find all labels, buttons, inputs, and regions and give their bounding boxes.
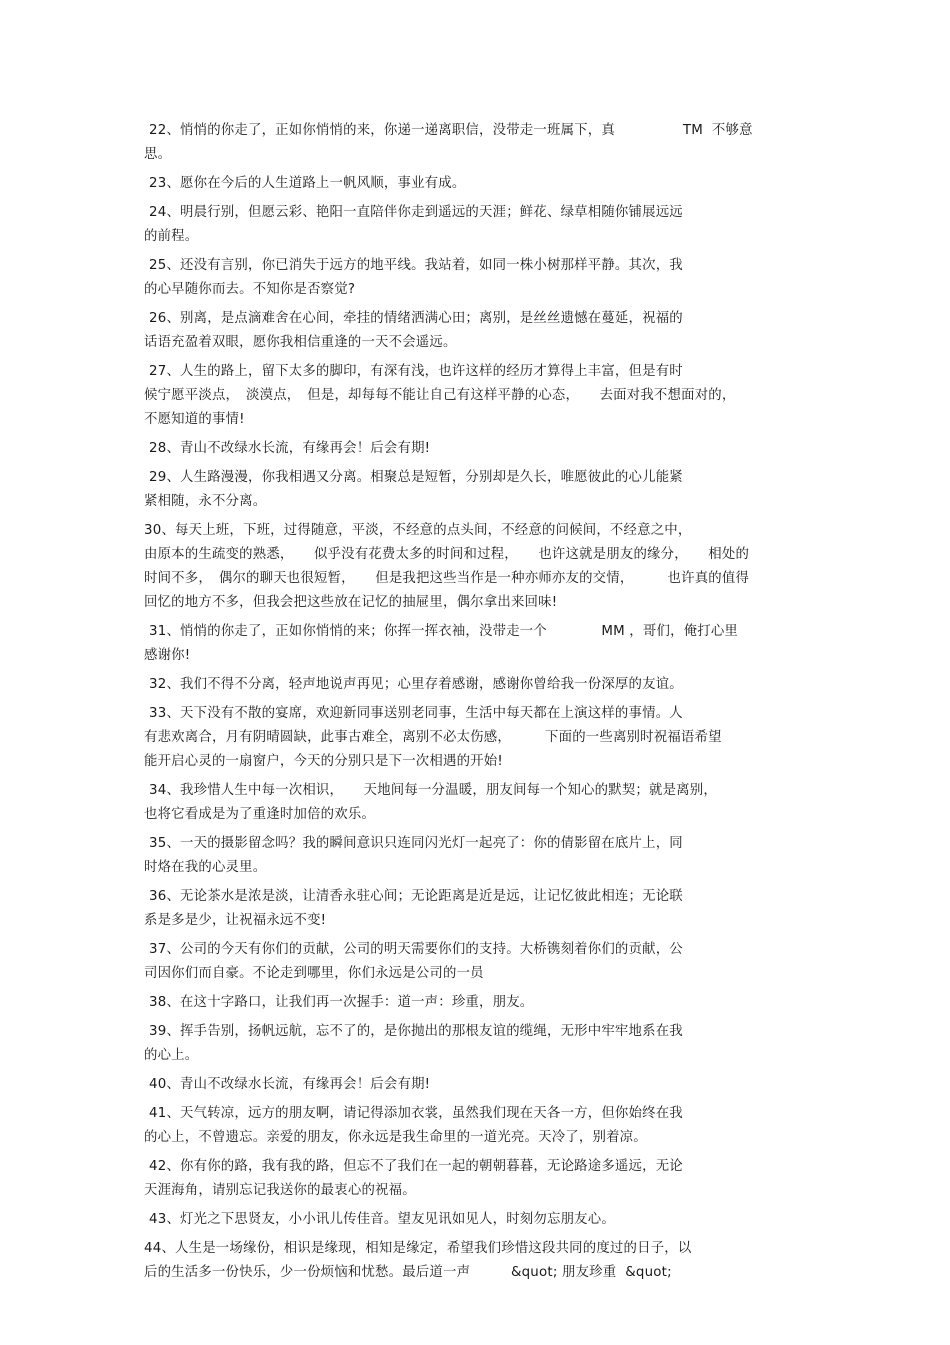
text-line: 43、灯光之下思贤友，小小讯儿传佳音。望友见讯如见人，时刻勿忘朋友心。 <box>149 1212 615 1227</box>
list-item <box>144 119 808 167</box>
list-item <box>144 466 808 514</box>
text-line: 31、悄悄的你走了，正如你悄悄的来；你挥一挥衣袖，没带走一个 MM ，哥们，俺打心里 <box>149 624 739 639</box>
text-line: 话语充盈着双眼，愿你我相信重逢的一天不会遥远。 <box>144 335 457 350</box>
text-line: 时间不多， 偶尔的聊天也很短暂， 但是我把这些当作是一种亦师亦友的交情， 也许真的值得 <box>144 571 750 586</box>
list-item <box>144 519 808 615</box>
text-line: 40、青山不改绿水长流，有缘再会！后会有期! <box>149 1077 431 1092</box>
list-item <box>144 201 808 249</box>
text-line: 司因你们而自豪。不论走到哪里，你们永远是公司的一员 <box>144 966 484 981</box>
text-line: 24、明晨行别，但愿云彩、艳阳一直陪伴你走到遥远的天涯；鲜花、绿草相随你铺展远远 <box>149 205 683 220</box>
text-line: 28、青山不改绿水长流，有缘再会！后会有期! <box>149 441 431 456</box>
list-item <box>144 1102 808 1150</box>
text-line: 感谢你! <box>144 648 191 663</box>
text-line: 32、我们不得不分离，轻声地说声再见；心里存着感谢，感谢你曾给我一份深厚的友谊。 <box>149 677 683 692</box>
text-line: 回忆的地方不多，但我会把这些放在记忆的抽屉里，偶尔拿出来回味! <box>144 595 558 610</box>
list-item <box>144 832 808 880</box>
text-line: 22、悄悄的你走了，正如你悄悄的来，你递一递离职信，没带走一班属下，真 TM 不够意 <box>149 123 753 138</box>
text-line: 38、在这十字路口，让我们再一次握手：道一声：珍重，朋友。 <box>149 995 534 1010</box>
text-line: 有悲欢离合，月有阴晴圆缺，此事古难全，离别不必太伤感， 下面的一些离别时祝福语希望 <box>144 730 722 745</box>
text-line: 36、无论茶水是浓是淡，让清香永驻心间；无论距离是近是远，让记忆彼此相连；无论联 <box>149 889 683 904</box>
text-line: 41、天气转凉，远方的朋友啊，请记得添加衣裳，虽然我们现在天各一方，但你始终在我 <box>149 1106 683 1121</box>
text-line: 能开启心灵的一扇窗户，今天的分别只是下一次相遇的开始! <box>144 754 503 769</box>
list-item <box>144 307 808 355</box>
text-line: 29、人生路漫漫，你我相遇又分离。相聚总是短暂，分别却是久长，唯愿彼此的心儿能紧 <box>149 470 683 485</box>
list-item <box>144 779 808 827</box>
list-item <box>144 172 808 196</box>
text-line: 时烙在我的心灵里。 <box>144 860 267 875</box>
text-line: 42、你有你的路，我有我的路，但忘不了我们在一起的朝朝暮暮，无论路途多遥远，无论 <box>149 1159 683 1174</box>
text-line: 也将它看成是为了重逢时加倍的欢乐。 <box>144 807 376 822</box>
text-line: 44、人生是一场缘份，相识是缘现，相知是缘定，希望我们珍惜这段共同的度过的日子，以 <box>144 1241 692 1256</box>
text-line: 23、愿你在今后的人生道路上一帆风顺，事业有成。 <box>149 176 466 191</box>
list-item <box>144 1020 808 1068</box>
text-line: 不愿知道的事情! <box>144 412 245 427</box>
text-line: 33、天下没有不散的宴席，欢迎新同事送别老同事，生活中每天都在上演这样的事情。人 <box>149 706 683 721</box>
text-line: 的心上，不曾遗忘。亲爱的朋友，你永远是我生命里的一道光亮。天冷了，别着凉。 <box>144 1130 647 1145</box>
list-item <box>144 1208 808 1232</box>
text-line: 27、人生的路上，留下太多的脚印，有深有浅，也许这样的经历才算得上丰富，但是有时 <box>149 364 683 379</box>
list-item <box>144 702 808 774</box>
list-item <box>144 1073 808 1097</box>
text-line: 后的生活多一份快乐，少一份烦恼和忧愁。最后道一声 &quot; 朋友珍重 &quot; <box>144 1265 672 1280</box>
text-line: 30、每天上班，下班，过得随意，平淡，不经意的点头间，不经意的问候间，不经意之中， <box>144 523 692 538</box>
text-line: 的前程。 <box>144 229 199 244</box>
list-item <box>144 991 808 1015</box>
text-line: 候宁愿平淡点， 淡漠点， 但是，却每每不能让自己有这样平静的心态， 去面对我不想面对的， <box>144 388 736 403</box>
text-line: 系是多是少，让祝福永远不变! <box>144 913 327 928</box>
list-item <box>144 885 808 933</box>
text-line: 思。 <box>144 147 172 162</box>
list-item <box>144 673 808 697</box>
list-item <box>144 1237 808 1285</box>
text-line: 35、一天的摄影留念吗？我的瞬间意识只连同闪光灯一起亮了：你的倩影留在底片上，同 <box>149 836 683 851</box>
list-item <box>144 254 808 302</box>
list-item <box>144 360 808 432</box>
list-item <box>144 1155 808 1203</box>
list-item <box>144 437 808 461</box>
text-line: 由原本的生疏变的熟悉， 似乎没有花费太多的时间和过程， 也许这就是朋友的缘分， 相处的 <box>144 547 750 562</box>
document-body <box>144 119 808 1290</box>
list-item <box>144 620 808 668</box>
text-line: 39、挥手告别，扬帆远航，忘不了的，是你抛出的那根友谊的缆绳，无形中牢牢地系在我 <box>149 1024 683 1039</box>
text-line: 34、我珍惜人生中每一次相识， 天地间每一分温暖，朋友间每一个知心的默契；就是离别， <box>149 783 717 798</box>
text-line: 26、别离，是点滴难舍在心间，牵挂的情绪洒满心田；离别，是丝丝遗憾在蔓延，祝福的 <box>149 311 683 326</box>
text-line: 的心早随你而去。不知你是否察觉? <box>144 282 356 297</box>
text-line: 的心上。 <box>144 1048 199 1063</box>
text-line: 25、还没有言别，你已消失于远方的地平线。我站着，如同一株小树那样平静。其次，我 <box>149 258 683 273</box>
text-line: 紧相随，永不分离。 <box>144 494 267 509</box>
text-line: 天涯海角，请别忘记我送你的最衷心的祝福。 <box>144 1183 416 1198</box>
list-item <box>144 938 808 986</box>
text-line: 37、公司的今天有你们的贡献，公司的明天需要你们的支持。大桥镌刻着你们的贡献，公 <box>149 942 683 957</box>
